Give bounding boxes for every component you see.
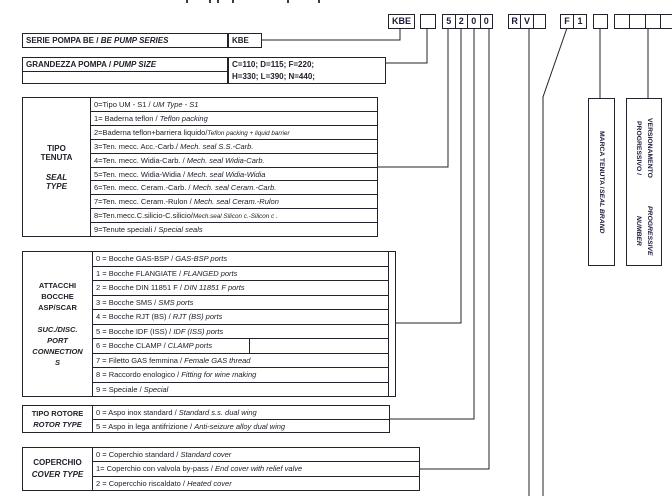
connector-line [378, 29, 448, 167]
row-text-en: GAS-BSP ports [175, 254, 228, 263]
row-text-it: 2=Baderna teflon+barriera liquido/ [94, 127, 208, 137]
row-text-en: IDF (ISS) ports [173, 326, 224, 336]
code-cell-seal-brand [593, 14, 608, 29]
row-text-it: 5 = Aspo in lega antifrizione / [96, 421, 195, 431]
seal-type-rows [91, 98, 377, 236]
seal-brand-it: MARCA TENUTA / [598, 131, 605, 189]
row-text-en: Female GAS thread [184, 355, 251, 365]
ports-label-en-4: S [54, 358, 60, 367]
code-cell-f: F [560, 14, 574, 29]
series-value-text: KBE [232, 36, 249, 45]
row-text-it: 7 = Filetto GAS femmina / [96, 355, 185, 365]
rotor-type-label [23, 406, 93, 432]
size-value-line2: H=330; L=390; N=440; [232, 72, 315, 81]
row-text-it: 0=Tipo UM - S1 / [94, 100, 153, 109]
code-box-config [442, 14, 493, 29]
code-box-tail [614, 14, 672, 29]
row-divider [249, 339, 250, 353]
connector-line [390, 29, 474, 419]
list-item [93, 406, 389, 420]
size-label-en: PUMP SIZE [113, 60, 157, 69]
list-item [93, 252, 388, 267]
row-text-en: Mech. seal Ceram.-Carb. [192, 183, 277, 193]
section-cover-type [22, 447, 420, 491]
row-text-it: 1= Baderna teflon / [94, 113, 160, 123]
code-box-series [388, 14, 415, 29]
clipped-text-fragment [232, 0, 234, 3]
seal-brand-en: SEAL BRAND [598, 188, 605, 233]
connector-line [543, 28, 567, 496]
list-item [91, 223, 377, 236]
list-item [91, 195, 377, 209]
row-text-it: 7=Ten. mecc. Ceram.-Rulon / [94, 197, 194, 207]
row-text-en: Heated cover [187, 478, 232, 488]
row-text-en: Special [143, 384, 169, 394]
list-item [93, 354, 388, 369]
code-box-version [560, 14, 587, 29]
list-item [91, 140, 377, 154]
row-text-it: 1 = Bocche FLANGIATE / [96, 268, 184, 278]
ports-label-it-3: ASP/SCAR [38, 303, 77, 312]
row-text-en: Teflon packing + liquid barrier [207, 129, 290, 137]
series-label-en: BE PUMP SERIES [100, 36, 169, 45]
connector-line [262, 29, 400, 40]
row-text-it: 8 = Raccordo enologico / [96, 370, 182, 379]
cover-label-en: COVER TYPE [31, 470, 84, 479]
code-box-material [508, 14, 546, 29]
list-item [93, 448, 419, 462]
clipped-text-fragment [209, 0, 211, 3]
list-item [91, 154, 377, 168]
connector-line [386, 29, 427, 63]
cover-type-label [23, 448, 93, 490]
size-value [228, 57, 386, 84]
list-item [93, 267, 388, 282]
connector-line [420, 29, 489, 469]
code-cell-r: R [508, 14, 521, 29]
list-item [93, 296, 388, 311]
row-text-it: 2 = Copercchio riscaldato / [96, 478, 188, 488]
connector-line [388, 29, 461, 323]
row-text-it: 3=Ten. mecc. Acc.-Carb./ [94, 141, 181, 151]
code-cell-size [420, 14, 436, 29]
section-port-connections [22, 251, 396, 397]
list-item [91, 126, 377, 140]
ports-label-en-1: SUC./DISC. [37, 325, 78, 334]
version-it: VERSIONAMENTO PROGRESSIVO / [635, 117, 653, 178]
code-cell-tail-2 [630, 14, 645, 29]
code-cell-tail-1 [614, 14, 630, 29]
list-item [91, 98, 377, 112]
size-label [22, 57, 228, 84]
row-text-it: 9 = Speciale / [96, 384, 144, 394]
code-cell-v: V [521, 14, 533, 29]
seal-type-label [23, 98, 91, 236]
clipped-text-fragment [318, 0, 320, 3]
list-item [93, 477, 419, 490]
cover-label-it: COPERCHIO [33, 458, 82, 467]
seal-brand-vertical-label [588, 98, 615, 266]
row-text-en: SMS ports [158, 297, 194, 307]
row-text-it: 0 = Bocche GAS-BSP / [96, 254, 176, 263]
seal-label-it-1: TIPO [47, 143, 66, 153]
row-text-en: Standard cover [180, 450, 232, 459]
row-text-en: Teflon packing [159, 113, 208, 123]
code-cell-material-blank [534, 14, 546, 29]
series-value [228, 33, 262, 48]
code-cell-seal: 5 [442, 14, 456, 29]
code-cell-ports: 2 [456, 14, 469, 29]
row-text-en: Fitting for wine making [181, 370, 257, 379]
ports-label-en-3: CONNECTION [32, 347, 83, 356]
list-item [93, 339, 388, 354]
seal-label-en-2: TYPE [46, 181, 67, 191]
rotor-type-rows [93, 406, 389, 432]
progressive-number-vertical-label [626, 98, 662, 266]
list-item [91, 112, 377, 126]
list-item [93, 368, 388, 383]
list-item [93, 310, 388, 325]
rotor-label-it: TIPO ROTORE [31, 409, 84, 418]
ports-label-it-1: ATTACCHI [38, 281, 77, 290]
seal-label-en-1: SEAL [45, 172, 68, 182]
list-item [91, 181, 377, 195]
series-label-it: SERIE POMPA BE / [26, 36, 101, 45]
row-text-it: 4=Ten. mecc. Widia-Carb. / [94, 155, 187, 165]
row-text-it: 2 = Bocche DIN 11851 F / [96, 283, 185, 292]
row-text-en: Special seals [158, 225, 203, 235]
row-text-it: 6 = Bocche CLAMP / [96, 341, 168, 350]
row-text-en: UM Type - S1 [152, 100, 199, 109]
size-label-line [23, 58, 227, 72]
code-box-seal-brand [593, 14, 608, 29]
code-cell-tail-4 [661, 14, 672, 29]
version-en: PROGRESSIVE NUMBER [635, 206, 653, 256]
size-label-it: GRANDEZZA POMPA / [26, 60, 114, 69]
section-rotor-type [22, 405, 390, 433]
seal-label-it-2: TENUTA [40, 152, 73, 162]
row-text-it: 5 = Bocche IDF (ISS) / [96, 326, 174, 336]
row-text-it: 0 = Coperchio standard / [96, 450, 181, 459]
list-item [91, 168, 377, 182]
row-text-it: 5=Ten. mecc. Widia-Widia / [94, 169, 188, 179]
ports-label-it-2: BOCCHE [41, 292, 74, 301]
clipped-text-fragment [186, 0, 188, 3]
code-cell-cover: 0 [481, 14, 494, 29]
code-cell-1: 1 [574, 14, 587, 29]
row-text-en: Mech. seal Ceram.-Rulon [193, 197, 279, 207]
row-text-en: FLANGED ports [183, 268, 238, 278]
row-text-it: 0 = Aspo inox standard / [96, 408, 179, 417]
list-item [93, 420, 389, 433]
ports-label-en-2: PORT [47, 336, 68, 345]
row-text-it: 6=Ten. mecc. Ceram.-Carb. / [94, 183, 193, 193]
cover-type-rows [93, 448, 419, 490]
row-text-en: DIN 11851 F ports [184, 283, 245, 292]
row-text-en: Standard s.s. dual wing [178, 408, 257, 417]
row-text-it: 4 = Bocche RJT (BS) / [96, 312, 173, 321]
row-text-en: RJT (BS) ports [172, 312, 223, 321]
list-item [93, 281, 388, 296]
code-cell-rotor: 0 [468, 14, 481, 29]
row-text-en: Mech. seal S.S.-Carb. [180, 141, 254, 151]
rotor-label-en: ROTOR TYPE [33, 420, 82, 429]
list-item [93, 325, 388, 340]
list-item [93, 462, 419, 476]
port-connections-label [23, 252, 93, 396]
row-text-en: End cover with relief valve [215, 464, 303, 474]
series-label [22, 33, 228, 48]
row-text-it: 8=Ten.mecc.C.silicio-C.silicio/ [94, 211, 193, 221]
list-item [93, 383, 388, 397]
code-box-size [420, 14, 436, 29]
code-cell-tail-3 [646, 14, 661, 29]
row-text-it: 9=Tenute speciali / [94, 225, 159, 235]
clipped-text-fragment [287, 0, 289, 3]
row-text-en: Mech. seal Widia-Carb. [186, 155, 265, 165]
code-cell-series: KBE [388, 14, 415, 29]
list-item [91, 209, 377, 223]
row-text-en: CLAMP ports [167, 341, 213, 350]
size-value-line1: C=110; D=115; F=220; [232, 60, 315, 69]
row-text-en: Anti-seizure alloy dual wing [194, 421, 286, 431]
row-text-it: 3 = Bocche SMS / [96, 297, 159, 307]
clipped-text-fragment [217, 0, 219, 3]
row-text-it: 1= Coperchio con valvola by-pass / [96, 464, 216, 474]
section-seal-type [22, 97, 378, 237]
row-text-en: Mech.seal Silicon c.-Silicon c . [192, 213, 278, 221]
row-text-en: Mech. seal Widia-Widia [187, 169, 266, 179]
port-connections-rows [93, 252, 389, 396]
